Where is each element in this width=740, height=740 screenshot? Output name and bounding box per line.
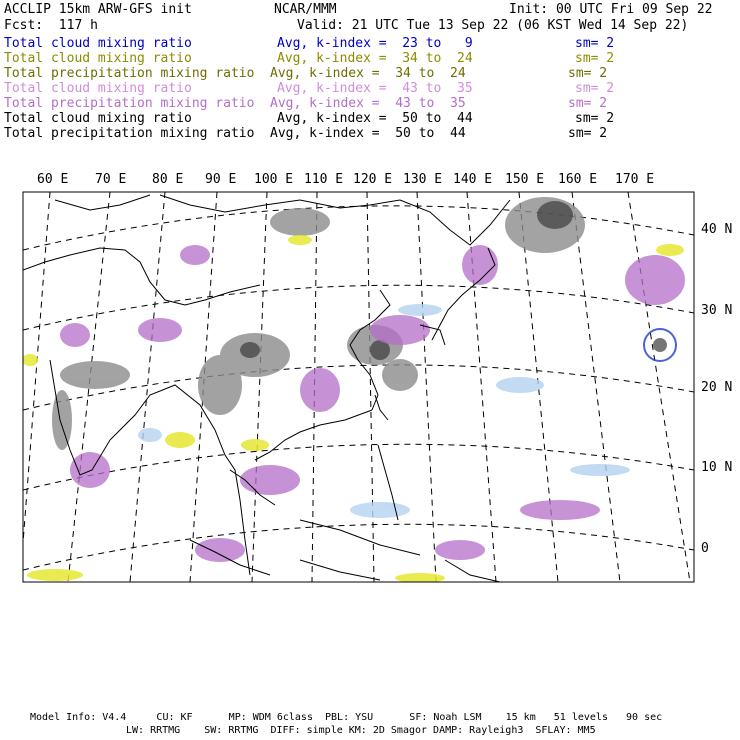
legend-sm: sm= 2 [568,96,608,111]
cloud-field-yellow [22,235,684,583]
legend-field: Total cloud mixing ratio [4,81,192,96]
lat-label: 40 N [701,222,733,237]
legend-avg: Avg, k-index = 34 to 24 [277,51,473,66]
model-info-line1: Model Info: V4.4 CU: KF MP: WDM 6class PBL: YSU SF: Noah LSM 15 km 51 levels 90 sec [30,712,663,723]
legend-sm: sm= 2 [568,66,608,81]
legend-sm: sm= 2 [575,51,615,66]
legend-sm: sm= 2 [568,126,608,141]
meridian-lines [20,192,690,582]
legend-avg: Avg, k-index = 34 to 24 [270,66,466,81]
legend-avg: Avg, k-index = 43 to 35 [277,81,473,96]
cloud-field-gray [52,197,585,450]
legend-avg: Avg, k-index = 50 to 44 [277,111,473,126]
lon-label: 140 E [453,172,493,187]
map-frame [23,192,694,582]
lon-label: 60 E [37,172,69,187]
legend-avg: Avg, k-index = 23 to 9 [277,36,473,51]
lat-label: 0 [701,541,709,556]
legend-field: Total precipitation mixing ratio [4,96,255,111]
lon-label: 130 E [403,172,443,187]
legend-avg: Avg, k-index = 43 to 35 [270,96,466,111]
legend-field: Total cloud mixing ratio [4,36,192,51]
lat-label: 30 N [701,303,733,318]
legend-sm: sm= 2 [575,111,615,126]
lon-label: 100 E [254,172,294,187]
lon-label: 80 E [152,172,184,187]
legend-field: Total precipitation mixing ratio [4,126,255,141]
valid-time: Valid: 21 UTC Tue 13 Sep 22 (06 KST Wed 14 Sep 22) [297,18,689,33]
lon-label: 120 E [353,172,393,187]
init-time: Init: 00 UTC Fri 09 Sep 22 [509,2,713,17]
lat-label: 20 N [701,380,733,395]
forecast-hour: Fcst: 117 h [4,18,98,33]
model-info-line2: LW: RRTMG SW: RRTMG DIFF: simple KM: 2D Smagor DAMP: Rayleigh3 SFLAY: MM5 [126,725,596,736]
legend-avg: Avg, k-index = 50 to 44 [270,126,466,141]
lon-label: 150 E [505,172,545,187]
lon-label: 70 E [95,172,127,187]
plot-title: ACCLIP 15km ARW-GFS init [4,2,192,17]
legend-sm: sm= 2 [575,81,615,96]
legend-field: Total cloud mixing ratio [4,111,192,126]
legend-field: Total cloud mixing ratio [4,51,192,66]
lon-label: 110 E [304,172,344,187]
legend-field: Total precipitation mixing ratio [4,66,255,81]
lon-label: 160 E [558,172,598,187]
lon-label: 170 E [615,172,655,187]
plot-center: NCAR/MMM [274,2,337,17]
lon-label: 90 E [205,172,237,187]
lat-label: 10 N [701,460,733,475]
legend-sm: sm= 2 [575,36,615,51]
